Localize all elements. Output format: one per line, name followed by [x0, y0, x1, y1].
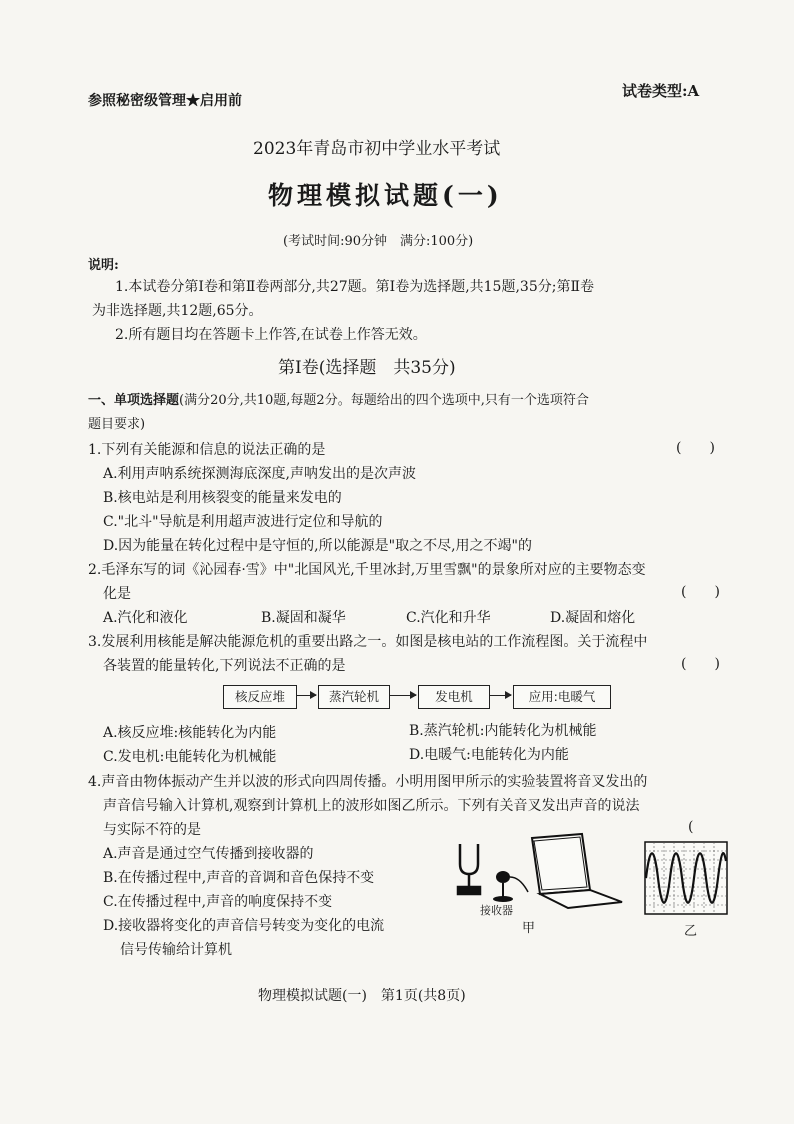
q1-stem: 1.下列有关能源和信息的说法正确的是 [88, 442, 326, 458]
page-footer: 物理模拟试题(一) 第1页(共8页) [258, 988, 466, 1004]
q4-option-d-line2: 信号传输给计算机 [120, 942, 232, 958]
q2-stem-line1: 2.毛泽东写的词《沁园春·雪》中"北国风光,千里冰封,万里雪飘"的景象所对应的主要物态变 [88, 562, 646, 578]
q4-answer-bracket: ( [688, 819, 694, 835]
q4-stem-line1: 4.声音由物体振动产生并以波的形式向四周传播。小明用图甲所示的实验装置将音叉发出的 [88, 774, 648, 790]
q1-option-a: A.利用声呐系统探测海底深度,声呐发出的是次声波 [103, 466, 417, 482]
part1-heading-bold: 一、单项选择题 [88, 393, 180, 408]
figure-b-waveform [644, 841, 728, 915]
q3-stem-line1: 3.发展利用核能是解决能源危机的重要出路之一。如图是核电站的工作流程图。关于流程中 [88, 634, 648, 650]
flow-box-reactor: 核反应堆 [223, 685, 297, 709]
q4-stem-line2: 声音信号输入计算机,观察到计算机上的波形如图乙所示。下列有关音叉发出声音的说法 [103, 798, 640, 814]
flow-box-heater: 应用:电暖气 [513, 685, 611, 709]
instruction-1-line1: 1.本试卷分第Ⅰ卷和第Ⅱ卷两部分,共27题。第Ⅰ卷为选择题,共15题,35分;第Ⅱ卷 [115, 279, 594, 295]
part1-heading [88, 389, 589, 408]
flow-arrow-3 [489, 695, 511, 696]
microphone-icon [493, 871, 528, 902]
section1-title: 第Ⅰ卷(选择题 共35分) [278, 358, 456, 378]
q4-option-b: B.在传播过程中,声音的音调和音色保持不变 [103, 870, 375, 886]
figure-b-label: 乙 [684, 924, 698, 939]
q4-stem-line3: 与实际不符的是 [103, 822, 201, 838]
flow-arrow-1 [296, 695, 316, 696]
q3-stem-line2: 各装置的能量转化,下列说法不正确的是 [103, 658, 346, 674]
q4-option-d-line1: D.接收器将变化的声音信号转变为变化的电流 [103, 918, 385, 934]
instruction-1-line2: 为非选择题,共12题,65分。 [92, 303, 263, 319]
figure-a-apparatus [450, 832, 630, 912]
q1-option-d: D.因为能量在转化过程中是守恒的,所以能源是"取之不尽,用之不竭"的 [103, 538, 532, 554]
q2-option-b: B.凝固和凝华 [261, 610, 346, 626]
secret-level-label: 参照秘密级管理★启用前 [88, 93, 242, 109]
instructions-heading: 说明: [88, 258, 119, 273]
q4-option-a: A.声音是通过空气传播到接收器的 [103, 846, 314, 862]
instruction-2: 2.所有题目均在答题卡上作答,在试卷上作答无效。 [115, 327, 427, 343]
tuning-fork-icon [458, 844, 480, 894]
q2-option-d: D.凝固和熔化 [550, 610, 636, 626]
paper-title: 物理模拟试题(一) [268, 181, 503, 210]
receiver-label: 接收器 [480, 904, 513, 917]
q2-option-c: C.汽化和升华 [406, 610, 491, 626]
laptop-icon [532, 834, 622, 908]
paper-type-label: 试卷类型:A [622, 82, 700, 100]
exam-title: 2023年青岛市初中学业水平考试 [253, 139, 501, 159]
q2-stem-line2: 化是 [103, 586, 131, 602]
figure-a-label: 甲 [522, 921, 536, 936]
q4-option-c: C.在传播过程中,声音的响度保持不变 [103, 894, 333, 910]
part1-heading-line2: 题目要求) [88, 417, 146, 432]
q3-answer-bracket: ( ) [681, 656, 720, 672]
q3-option-b: B.蒸汽轮机:内能转化为机械能 [409, 723, 597, 739]
flow-box-turbine: 蒸汽轮机 [318, 685, 390, 709]
part1-heading-text: (满分20分,共10题,每题2分。每题给出的四个选项中,只有一个选项符合 [179, 393, 589, 408]
flow-arrow-2 [389, 695, 416, 696]
q3-option-c: C.发电机:电能转化为机械能 [103, 749, 277, 765]
exam-info: (考试时间:90分钟 满分:100分) [283, 234, 474, 249]
q1-option-b: B.核电站是利用核裂变的能量来发电的 [103, 490, 342, 506]
q2-option-a: A.汽化和液化 [103, 610, 188, 626]
q3-option-d: D.电暖气:电能转化为内能 [409, 747, 569, 763]
q1-option-c: C."北斗"导航是利用超声波进行定位和导航的 [103, 514, 383, 530]
q2-answer-bracket: ( ) [681, 584, 720, 600]
flow-box-generator: 发电机 [418, 685, 490, 709]
q1-answer-bracket: ( ) [676, 440, 715, 456]
q3-option-a: A.核反应堆:核能转化为内能 [103, 725, 277, 741]
